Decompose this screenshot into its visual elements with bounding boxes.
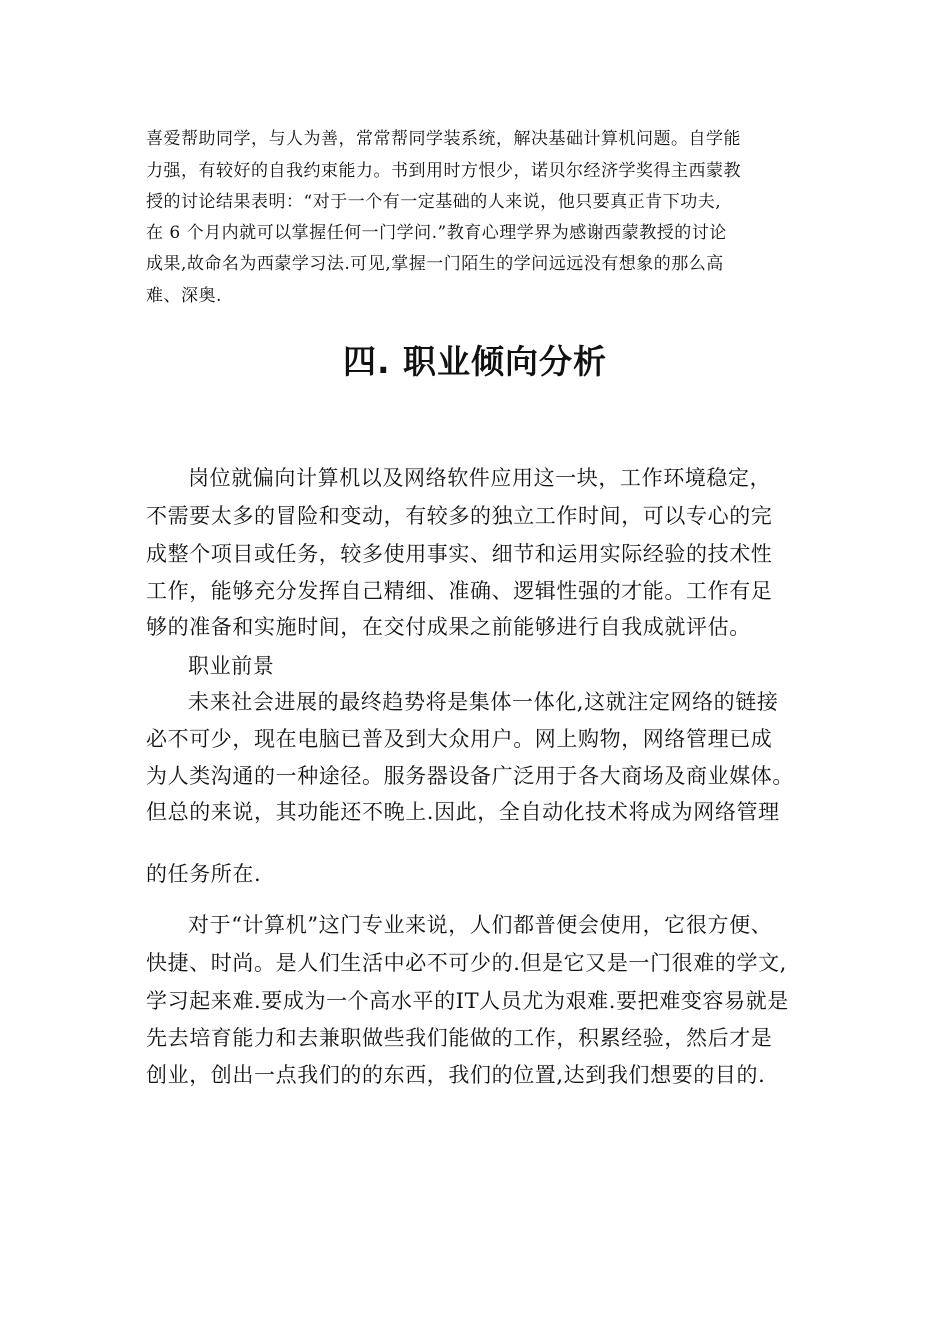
prospect-line: 必不可少，现在电脑已普及到大众用户。网上购物，网络管理已成 <box>146 727 773 751</box>
career-line: 成整个项目或任务，较多使用事实、细节和运用实际经验的技术性 <box>146 542 773 566</box>
career-line: 工作，能够充分发挥自己精细、准确、逻辑性强的才能。工作有足 <box>146 579 773 603</box>
intro-line: 成果,故命名为西蒙学习法.可见,掌握一门陌生的学问远远没有想象的那么高 <box>146 254 724 274</box>
prospect-line: 未来社会进展的最终趋势将是集体一体化,这就注定网络的链接 <box>188 690 779 714</box>
intro-line: 难、深奥. <box>146 286 222 306</box>
prospect-line: 的任务所在. <box>146 862 262 886</box>
section-heading: 四. 职业倾向分析 <box>342 342 608 381</box>
career-line: 不需要太多的冒险和变动，有较多的独立工作时间，可以专心的完 <box>146 504 773 528</box>
computer-line: 快捷、时尚。是人们生活中必不可少的.但是它又是一门很难的学文, <box>146 951 787 975</box>
intro-line: 在 6 个月内就可以掌握任何一门学问.”教育心理学界为感谢西蒙教授的讨论 <box>146 223 727 243</box>
prospect-line: 但总的来说，其功能还不晚上.因此，全自动化技术将成为网络管理 <box>146 800 780 824</box>
prospect-line: 为人类沟通的一种途径。服务器设备广泛用于各大商场及商业媒体。 <box>146 764 794 788</box>
career-line: 够的准备和实施时间，在交付成果之前能够进行自我成就评估。 <box>146 615 751 639</box>
computer-line: 先去培育能力和去兼职做些我们能做的工作，积累经验，然后才是 <box>146 1026 773 1050</box>
intro-line: 授的讨论结果表明：“对于一个有一定基础的人来说，他只要真正肯下功夫, <box>146 192 722 212</box>
intro-line: 力强，有较好的自我约束能力。书到用时方恨少，诺贝尔经济学奖得主西蒙教 <box>146 161 741 181</box>
computer-line: 对于“计算机”这门专业来说，人们都普便会使用，它很方便、 <box>188 913 773 937</box>
computer-line: 创业，创出一点我们的的东西，我们的位置,达到我们想要的目的. <box>146 1063 766 1087</box>
prospect-label: 职业前景 <box>188 654 275 678</box>
intro-line: 喜爱帮助同学，与人为善，常常帮同学装系统，解决基础计算机问题。自学能 <box>146 129 741 149</box>
career-line: 岗位就偏向计算机以及网络软件应用这一块，工作环境稳定， <box>188 466 772 490</box>
computer-line: 学习起来难.要成为一个高水平的IT人员尤为艰难.要把难变容易就是 <box>146 989 789 1013</box>
